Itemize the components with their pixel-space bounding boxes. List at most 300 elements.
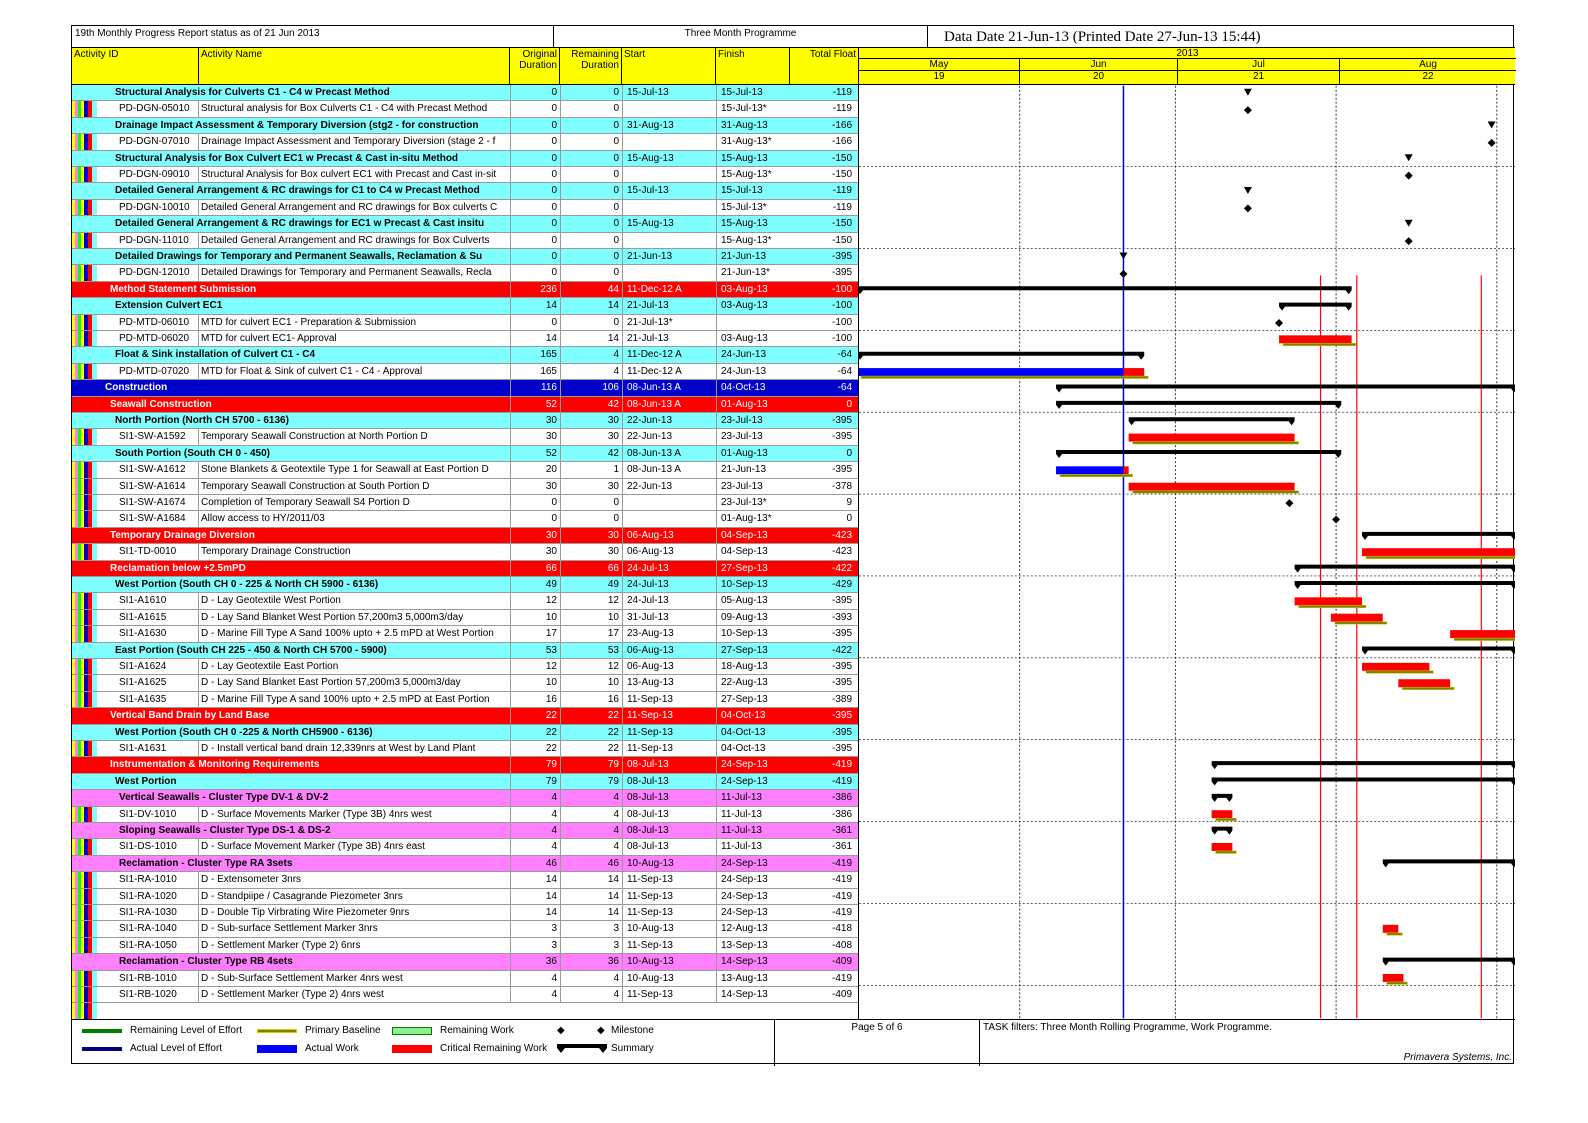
group-name: Structural Analysis for Box Culvert EC1 w Precast & Cast in-situ Method [115, 152, 459, 164]
activity-name: Drainage Impact Assessment and Temporary Diversion (stage 2 - f [201, 136, 496, 148]
finish-date: 15-Aug-13 [716, 216, 790, 232]
remaining-duration: 4 [560, 347, 622, 363]
original-duration: 14 [510, 889, 560, 905]
milestone-marker [1285, 499, 1293, 507]
original-duration: 14 [510, 872, 560, 888]
total-float: -389 [831, 693, 852, 705]
remaining-duration: 1 [560, 462, 622, 478]
summary-milestone [1244, 187, 1252, 194]
remaining-duration: 0 [560, 315, 622, 331]
total-float: -419 [831, 874, 852, 886]
finish-date: 21-Jun-13* [716, 265, 790, 281]
start-date: 08-Jun-13 A [622, 380, 716, 396]
start-date: 24-Jul-13 [622, 561, 716, 577]
remaining-duration: 12 [560, 593, 622, 609]
start-date [622, 233, 716, 249]
total-float: -423 [831, 546, 852, 558]
activity-name: Detailed Drawings for Temporary and Permanent Seawalls, Recla [201, 267, 492, 279]
start-date: 11-Dec-12 A [622, 364, 716, 380]
activity-name: Stone Blankets & Geotextile Type 1 for Seawall at East Portion D [201, 464, 489, 476]
activity-row[interactable] [72, 462, 858, 478]
group-row[interactable] [72, 380, 858, 396]
group-name: Method Statement Submission [110, 283, 257, 295]
group-row[interactable] [72, 151, 858, 167]
activity-id: SI1-RB-1020 [72, 987, 199, 1003]
col-remaining-duration[interactable]: Remaining Duration [560, 48, 622, 84]
legend: Remaining Level of Effort Actual Level of Effort Primary Baseline Actual Work Remaining Work Critical Remaining Work ◆ ◆ Milestone Summary [72, 1020, 775, 1066]
original-duration: 165 [510, 347, 560, 363]
activity-row[interactable] [72, 511, 858, 527]
original-duration: 165 [510, 364, 560, 380]
summary-milestone [1405, 220, 1413, 227]
group-name: North Portion (North CH 5700 - 6136) [115, 415, 289, 426]
total-float: -395 [831, 726, 852, 738]
total-float: -166 [831, 119, 852, 131]
group-row[interactable] [72, 757, 858, 773]
critical-remaining-bar [1295, 597, 1362, 605]
activity-name: Temporary Seawall Construction at South Portion D [201, 480, 430, 492]
group-row[interactable] [72, 249, 858, 265]
activity-row[interactable] [72, 233, 858, 249]
remaining-duration: 30 [560, 544, 622, 560]
group-row[interactable] [72, 954, 858, 970]
actual-work-bar [858, 368, 1123, 376]
finish-date: 27-Sep-13 [716, 561, 790, 577]
summary-bar [1362, 646, 1515, 654]
activity-row[interactable] [72, 626, 858, 642]
group-name: Structural Analysis for Culverts C1 - C4 w Precast Method [115, 87, 390, 98]
finish-date: 14-Sep-13 [716, 987, 790, 1003]
activity-row[interactable] [72, 938, 858, 954]
start-date: 15-Aug-13 [622, 151, 716, 167]
activity-row[interactable] [72, 741, 858, 757]
group-row[interactable] [72, 561, 858, 577]
activity-id: PD-DGN-09010 [72, 167, 199, 183]
original-duration: 22 [510, 725, 560, 741]
baseline-bar [1387, 982, 1408, 984]
finish-date: 22-Aug-13 [716, 675, 790, 691]
finish-date: 15-Jul-13 [716, 183, 790, 199]
group-row[interactable] [72, 347, 858, 363]
summary-bar [1383, 958, 1515, 966]
remaining-duration: 53 [560, 643, 622, 659]
start-date: 11-Dec-12 A [622, 347, 716, 363]
activity-row[interactable] [72, 675, 858, 691]
timescale-header [858, 48, 1515, 85]
critical-remaining-bar [1123, 466, 1128, 474]
original-duration: 49 [510, 577, 560, 593]
activity-row[interactable] [72, 200, 858, 216]
finish-date: 01-Aug-13 [716, 397, 790, 413]
activity-id: SI1-A1630 [72, 626, 199, 642]
original-duration: 20 [510, 462, 560, 478]
start-date: 06-Aug-13 [622, 659, 716, 675]
finish-date: 04-Sep-13 [716, 528, 790, 544]
group-row[interactable] [72, 282, 858, 298]
total-float: 0 [846, 447, 852, 459]
milestone-icon: ◆ [557, 1025, 565, 1036]
finish-date: 23-Jul-13 [716, 479, 790, 495]
total-float: 0 [846, 398, 852, 410]
programme-title: Three Month Programme [554, 26, 928, 47]
vendor-credit: Primavera Systems, Inc. [1403, 1052, 1512, 1063]
group-name: Extension Culvert EC1 [115, 300, 223, 312]
activity-row[interactable] [72, 593, 858, 609]
activity-row[interactable] [72, 364, 858, 380]
activity-id: SI1-A1624 [72, 659, 199, 675]
activity-id: SI1-A1610 [72, 593, 199, 609]
month-aug: Aug [1340, 59, 1516, 71]
activity-row[interactable] [72, 659, 858, 675]
baseline-bar [1335, 622, 1387, 624]
activity-row[interactable] [72, 479, 858, 495]
activity-id: PD-MTD-06010 [72, 315, 199, 331]
total-float: -418 [831, 923, 852, 935]
critical-remaining-bar [1450, 630, 1515, 638]
total-float: -100 [831, 283, 852, 295]
remaining-duration: 10 [560, 610, 622, 626]
task-filters [980, 1020, 1515, 1066]
activity-row[interactable] [72, 544, 858, 560]
activity-row[interactable] [72, 807, 858, 823]
group-row[interactable] [72, 528, 858, 544]
remaining-duration: 0 [560, 151, 622, 167]
summary-bar [1212, 827, 1233, 835]
start-date: 23-Aug-13 [622, 626, 716, 642]
finish-date: 01-Aug-13 [716, 446, 790, 462]
remaining-duration: 14 [560, 331, 622, 347]
summary-bar [1212, 777, 1515, 785]
finish-date: 15-Jul-13 [716, 85, 790, 101]
month-jun: Jun [1020, 59, 1178, 71]
activity-row[interactable] [72, 265, 858, 281]
page-number: Page 5 of 6 [775, 1020, 980, 1066]
col-start[interactable]: Start [622, 48, 716, 84]
total-float: -395 [831, 661, 852, 672]
activity-id: SI1-RB-1010 [72, 971, 199, 987]
original-duration: 12 [510, 659, 560, 675]
finish-date: 21-Jun-13 [716, 462, 790, 478]
summary-bar [1056, 384, 1515, 392]
finish-date: 18-Aug-13 [716, 659, 790, 675]
activity-row[interactable] [72, 167, 858, 183]
start-date: 21-Jul-13* [622, 315, 716, 331]
remaining-duration: 22 [560, 725, 622, 741]
group-row[interactable] [72, 446, 858, 462]
baseline-bar [1366, 671, 1433, 673]
group-row[interactable] [72, 413, 858, 429]
original-duration: 236 [510, 282, 560, 298]
remaining-duration: 0 [560, 167, 622, 183]
original-duration: 0 [510, 233, 560, 249]
critical-remaining-bar [1362, 663, 1429, 671]
activity-name: MTD for culvert EC1- Approval [201, 333, 337, 344]
total-float: -395 [831, 595, 852, 607]
activity-name: D - Double Tip Virbrating Wire Piezometer 9nrs [201, 907, 410, 918]
group-name: Sloping Seawalls - Cluster Type DS-1 & DS-2 [119, 825, 331, 836]
total-float: -395 [831, 710, 852, 722]
group-row[interactable] [72, 790, 858, 806]
group-row[interactable] [72, 397, 858, 413]
original-duration: 0 [510, 167, 560, 183]
baseline-bar [1216, 818, 1237, 820]
original-duration: 0 [510, 495, 560, 511]
group-row[interactable] [72, 118, 858, 134]
finish-date: 21-Jun-13 [716, 249, 790, 265]
activity-id: SI1-SW-A1684 [72, 511, 199, 527]
col-activity-name[interactable]: Activity Name [199, 48, 510, 84]
original-duration: 66 [510, 561, 560, 577]
baseline-bar [1454, 638, 1515, 640]
original-duration: 3 [510, 921, 560, 937]
group-name: Detailed General Arrangement & RC drawings for EC1 w Precast & Cast insitu [115, 218, 485, 230]
total-float: -100 [831, 316, 852, 328]
activity-name: D - Settlement Marker (Type 2) 6nrs [201, 939, 361, 951]
activity-row[interactable] [72, 889, 858, 905]
remaining-duration: 3 [560, 921, 622, 937]
total-float: -386 [831, 808, 852, 820]
finish-date: 04-Oct-13 [716, 725, 790, 741]
group-name: Vertical Band Drain by Land Base [110, 710, 270, 722]
remaining-duration: 14 [560, 905, 622, 921]
summary-bar [1295, 581, 1515, 589]
total-float: -419 [831, 890, 852, 902]
activity-id: PD-DGN-10010 [72, 200, 199, 216]
remaining-duration: 46 [560, 856, 622, 872]
group-row[interactable] [72, 298, 858, 314]
start-date: 22-Jun-13 [622, 413, 716, 429]
activity-row[interactable] [72, 315, 858, 331]
original-duration: 14 [510, 298, 560, 314]
activity-row[interactable] [72, 839, 858, 855]
group-row[interactable] [72, 774, 858, 790]
summary-bar [1295, 565, 1515, 573]
finish-date: 15-Jul-13* [716, 101, 790, 117]
start-date [622, 495, 716, 511]
milestone-marker [1244, 204, 1252, 212]
finish-date: 31-Aug-13* [716, 134, 790, 150]
activity-id: SI1-RA-1040 [72, 921, 199, 937]
activity-row[interactable] [72, 921, 858, 937]
summary-milestone [1488, 121, 1496, 128]
original-duration: 79 [510, 774, 560, 790]
original-duration: 30 [510, 544, 560, 560]
activity-row[interactable] [72, 692, 858, 708]
start-date: 06-Aug-13 [622, 528, 716, 544]
baseline-bar [1299, 605, 1366, 607]
remaining-duration: 30 [560, 479, 622, 495]
start-date: 11-Sep-13 [622, 987, 716, 1003]
finish-date: 24-Sep-13 [716, 774, 790, 790]
total-float: -419 [831, 857, 852, 869]
column-header [72, 48, 858, 85]
start-date: 10-Aug-13 [622, 856, 716, 872]
original-duration: 4 [510, 790, 560, 806]
activity-row[interactable] [72, 872, 858, 888]
finish-date: 31-Aug-13 [716, 118, 790, 134]
activity-id: SI1-RA-1010 [72, 872, 199, 888]
remaining-duration: 4 [560, 823, 622, 839]
start-date: 08-Jul-13 [622, 823, 716, 839]
group-name: Vertical Seawalls - Cluster Type DV-1 & DV-2 [119, 792, 329, 804]
summary-bar-icon [557, 1044, 607, 1054]
finish-date: 14-Sep-13 [716, 954, 790, 970]
activity-id: PD-DGN-12010 [72, 265, 199, 281]
finish-date: 11-Jul-13 [716, 807, 790, 823]
total-float: -423 [831, 529, 852, 541]
remaining-duration: 44 [560, 282, 622, 298]
activity-row[interactable] [72, 610, 858, 626]
finish-date: 24-Sep-13 [716, 872, 790, 888]
summary-bar [1056, 450, 1341, 458]
total-float: 9 [846, 497, 852, 508]
original-duration: 52 [510, 397, 560, 413]
original-duration: 0 [510, 101, 560, 117]
activity-id: PD-MTD-06020 [72, 331, 199, 347]
remaining-duration: 42 [560, 397, 622, 413]
activity-row[interactable] [72, 134, 858, 150]
group-row[interactable] [72, 85, 858, 101]
remaining-duration: 22 [560, 741, 622, 757]
activity-id: SI1-TD-0010 [72, 544, 199, 560]
finish-date: 04-Sep-13 [716, 544, 790, 560]
original-duration: 12 [510, 593, 560, 609]
start-date: 22-Jun-13 [622, 429, 716, 445]
total-float: -119 [832, 201, 852, 213]
month-num-21: 21 [1178, 71, 1340, 84]
critical-remaining-bar [1383, 974, 1404, 982]
group-name: Reclamation - Cluster Type RA 3sets [119, 857, 293, 869]
group-name: Drainage Impact Assessment & Temporary Diversion (stg2 - for construction [115, 119, 479, 131]
group-name: Detailed Drawings for Temporary and Permanent Seawalls, Reclamation & Su [115, 251, 483, 262]
remaining-duration: 14 [560, 298, 622, 314]
total-float: -419 [831, 775, 852, 787]
start-date: 11-Sep-13 [622, 708, 716, 724]
finish-date: 24-Sep-13 [716, 757, 790, 773]
start-date: 10-Aug-13 [622, 971, 716, 987]
summary-bar [858, 352, 1144, 360]
total-float: -150 [831, 218, 852, 230]
total-float: -166 [831, 136, 852, 148]
group-row[interactable] [72, 183, 858, 199]
remaining-duration: 0 [560, 200, 622, 216]
group-row[interactable] [72, 856, 858, 872]
col-total-float[interactable]: Total Float [809, 49, 856, 60]
group-row[interactable] [72, 577, 858, 593]
start-date [622, 167, 716, 183]
original-duration: 14 [510, 331, 560, 347]
original-duration: 0 [510, 183, 560, 199]
activity-row[interactable] [72, 429, 858, 445]
finish-date: 15-Aug-13* [716, 233, 790, 249]
remaining-duration: 30 [560, 429, 622, 445]
remaining-duration: 0 [560, 85, 622, 101]
total-float: -150 [831, 169, 852, 180]
start-date: 31-Jul-13 [622, 610, 716, 626]
finish-date: 10-Sep-13 [716, 626, 790, 642]
activity-row[interactable] [72, 495, 858, 511]
start-date: 08-Jul-13 [622, 807, 716, 823]
critical-remaining-bar [1279, 335, 1352, 343]
original-duration: 0 [510, 134, 560, 150]
activity-name: D - Install vertical band drain 12,339nrs at West by Land Plant [201, 743, 476, 754]
activity-name: Completion of Temporary Seawall S4 Portion D [201, 497, 410, 508]
col-finish[interactable]: Finish [716, 48, 790, 84]
activity-id: SI1-A1625 [72, 675, 199, 691]
start-date: 08-Jul-13 [622, 839, 716, 855]
group-name: Detailed General Arrangement & RC drawings for C1 to C4 w Precast Method [115, 185, 480, 197]
start-date: 11-Sep-13 [622, 905, 716, 921]
activity-name: D - Sub-surface Settlement Marker 3nrs [201, 923, 378, 935]
col-original-duration[interactable]: Original Duration [510, 48, 560, 84]
remaining-duration: 79 [560, 757, 622, 773]
activity-row[interactable] [72, 905, 858, 921]
finish-date: 24-Jun-13 [716, 364, 790, 380]
original-duration: 4 [510, 971, 560, 987]
remaining-duration: 0 [560, 265, 622, 281]
summary-bar [1383, 859, 1515, 867]
start-date: 22-Jun-13 [622, 479, 716, 495]
col-activity-id[interactable]: Activity ID [72, 48, 199, 84]
summary-milestone [1405, 154, 1413, 161]
group-row[interactable] [72, 823, 858, 839]
activity-table [72, 85, 858, 1019]
start-date: 11-Sep-13 [622, 725, 716, 741]
activity-id: SI1-RA-1030 [72, 905, 199, 921]
summary-bar [1129, 417, 1295, 425]
milestone-marker [1405, 237, 1413, 245]
summary-bar [1362, 532, 1515, 540]
total-float: -378 [831, 480, 852, 492]
group-row[interactable] [72, 708, 858, 724]
start-date: 13-Aug-13 [622, 675, 716, 691]
total-float: -64 [837, 382, 852, 394]
remaining-duration: 16 [560, 692, 622, 708]
activity-name: Structural Analysis for Box culvert EC1 with Precast and Cast in-sit [201, 169, 497, 180]
group-row[interactable] [72, 643, 858, 659]
remaining-duration: 79 [560, 774, 622, 790]
activity-id: PD-DGN-05010 [72, 101, 199, 117]
total-float: -150 [831, 152, 852, 164]
total-float: -419 [831, 907, 852, 918]
activity-id: SI1-A1615 [72, 610, 199, 626]
total-float: -395 [831, 267, 852, 279]
activity-row[interactable] [72, 101, 858, 117]
group-row[interactable] [72, 216, 858, 232]
original-duration: 4 [510, 987, 560, 1003]
activity-row[interactable] [72, 331, 858, 347]
original-duration: 4 [510, 823, 560, 839]
start-date: 08-Jun-13 A [622, 446, 716, 462]
finish-date: 12-Aug-13 [716, 921, 790, 937]
finish-date: 23-Jul-13 [716, 429, 790, 445]
activity-id: SI1-SW-A1612 [72, 462, 199, 478]
timescale-year: 2013 [859, 48, 1516, 59]
activity-row[interactable] [72, 971, 858, 987]
start-date: 21-Jul-13 [622, 331, 716, 347]
activity-name: Temporary Drainage Construction [201, 546, 351, 558]
activity-name: MTD for Float & Sink of culvert C1 - C4 - Approval [201, 365, 423, 377]
original-duration: 22 [510, 741, 560, 757]
finish-date: 01-Aug-13* [716, 511, 790, 527]
original-duration: 36 [510, 954, 560, 970]
report-title: 19th Monthly Progress Report status as of 21 Jun 2013 [72, 26, 554, 47]
group-row[interactable] [72, 725, 858, 741]
original-duration: 30 [510, 479, 560, 495]
activity-row[interactable] [72, 987, 858, 1003]
critical-remaining-bar [1398, 679, 1450, 687]
remaining-duration: 49 [560, 577, 622, 593]
